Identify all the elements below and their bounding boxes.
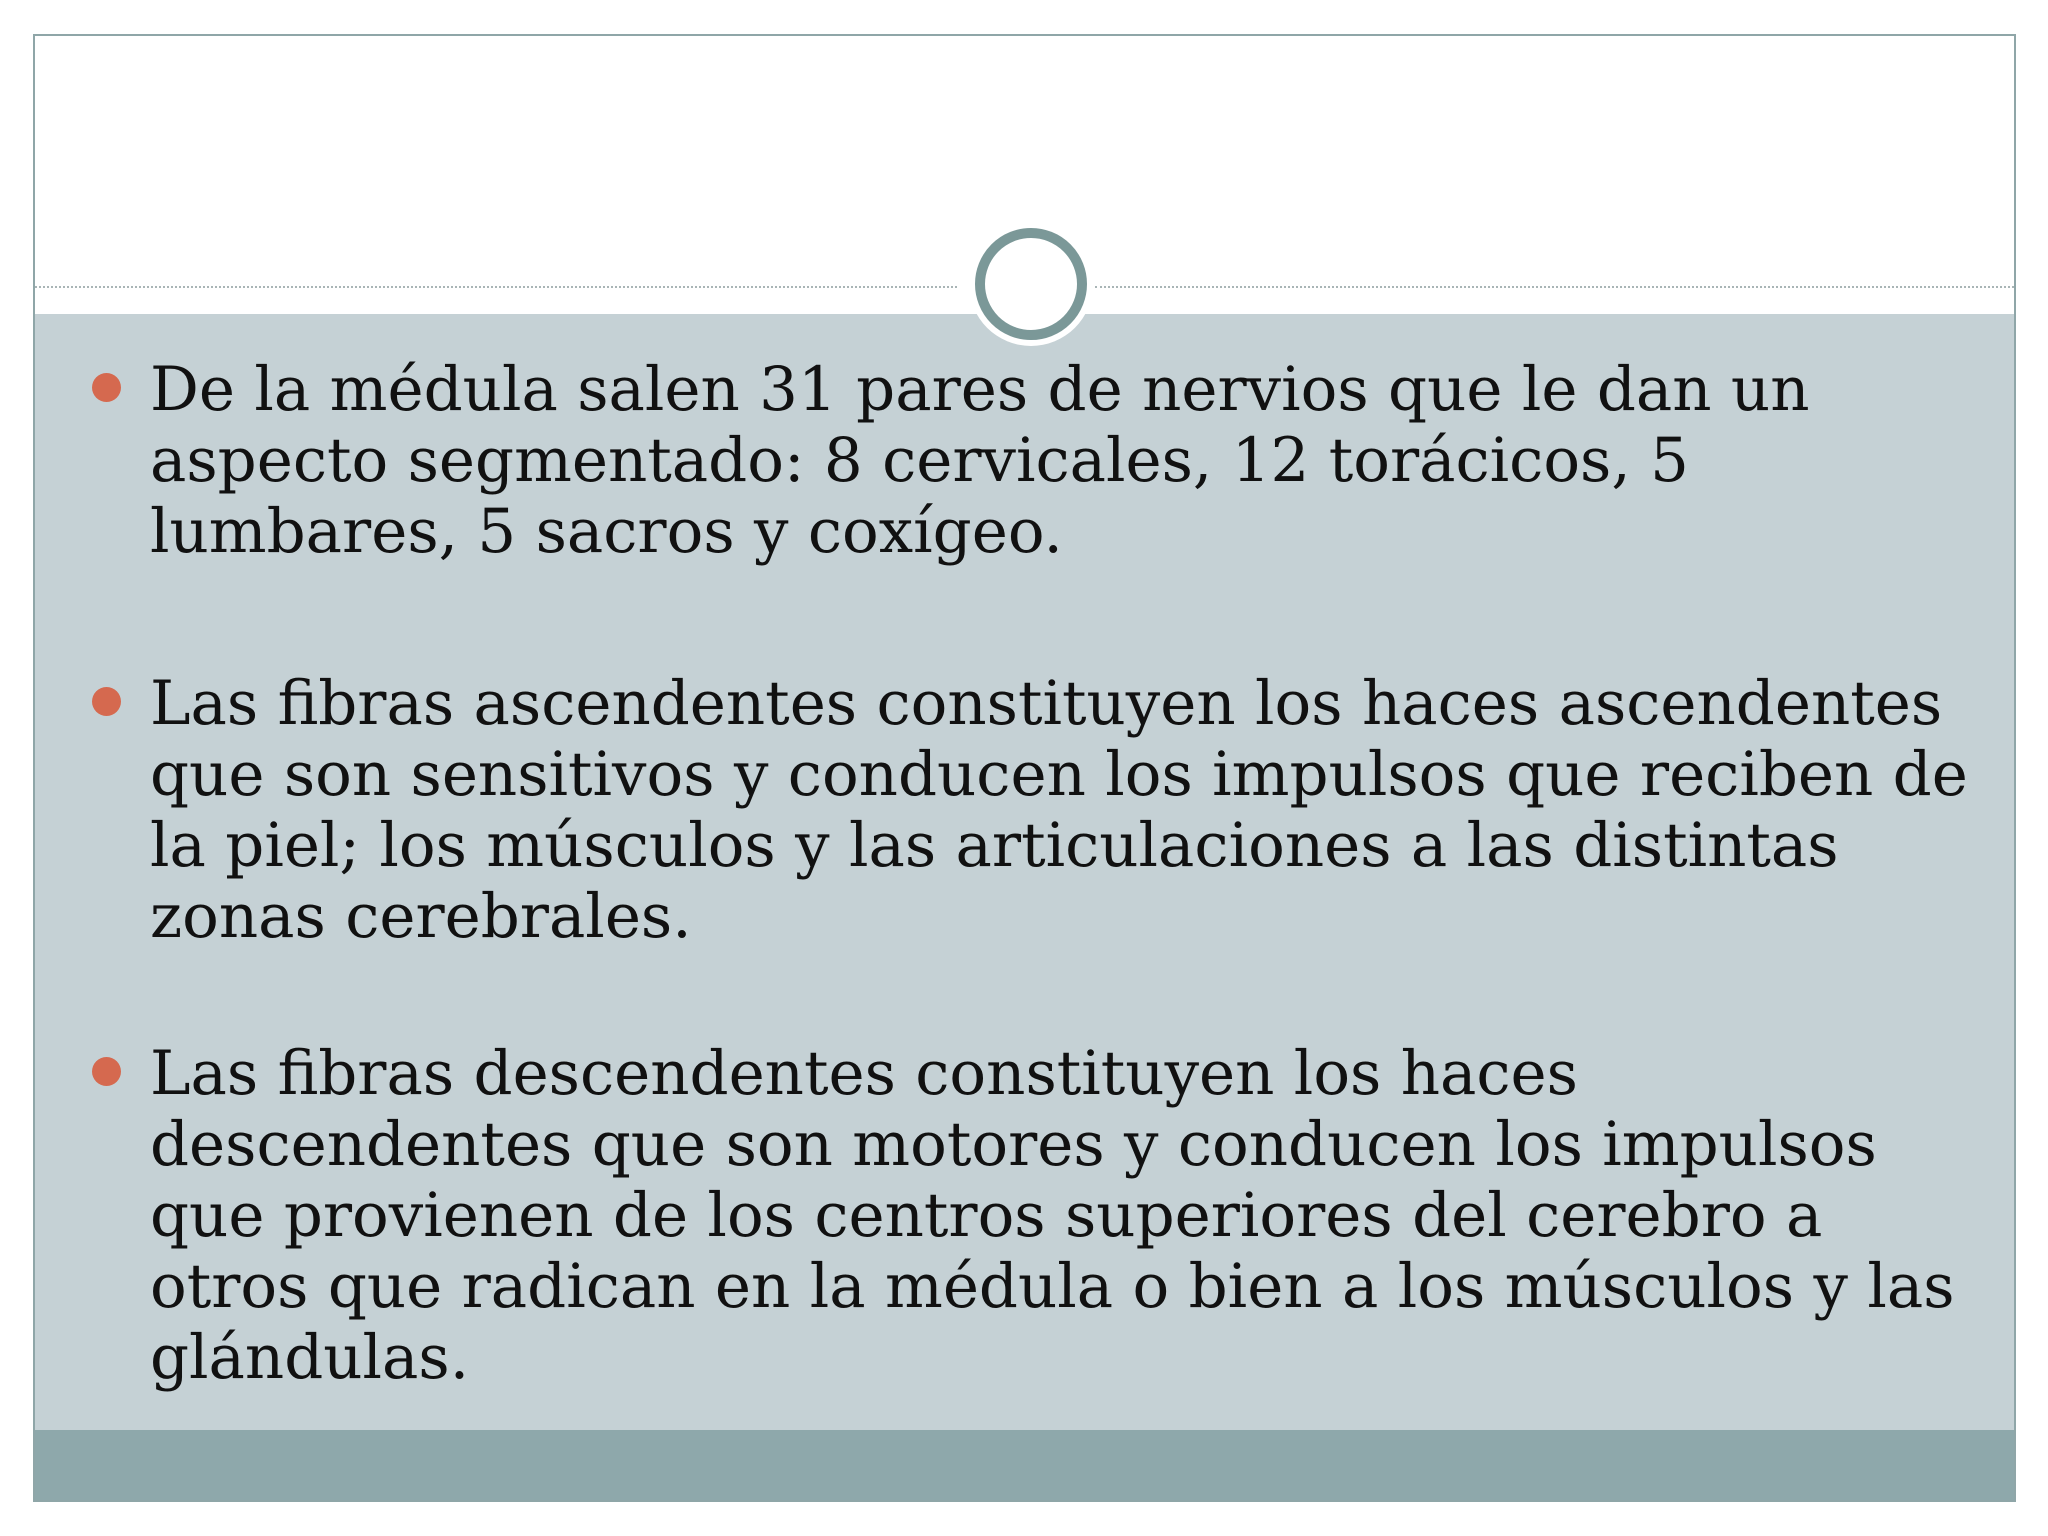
bullet-item (150, 354, 1970, 567)
bullet-item (150, 668, 1970, 952)
bullet-dot-icon (92, 687, 121, 716)
header-divider-left (35, 286, 957, 288)
bullet-item (150, 1038, 1970, 1393)
bullet-text: Las fibras ascendentes constituyen los haces ascendentes que son sensitivos y conducen los impulsos que reciben de la piel; los músculos y las articulaciones a las distintas zonas cerebrales. (150, 668, 1968, 952)
slide (33, 34, 2016, 1502)
bullet-text: Las fibras descendentes constituyen los haces descendentes que son motores y conducen los impulsos que provienen de los centros superiores del cerebro a otros que radican en la médula o bien a los músculos y las glándulas. (150, 1038, 1955, 1393)
bullet-dot-icon (92, 1057, 121, 1086)
slide-footer-band (35, 1430, 2014, 1502)
circle-ornament-icon (975, 228, 1087, 340)
header-divider-right (1095, 286, 2014, 288)
bullet-dot-icon (92, 373, 121, 402)
bullet-text: De la médula salen 31 pares de nervios que le dan un aspecto segmentado: 8 cervicales, 12 torácicos, 5 lumbares, 5 sacros y coxígeo. (150, 354, 1810, 567)
